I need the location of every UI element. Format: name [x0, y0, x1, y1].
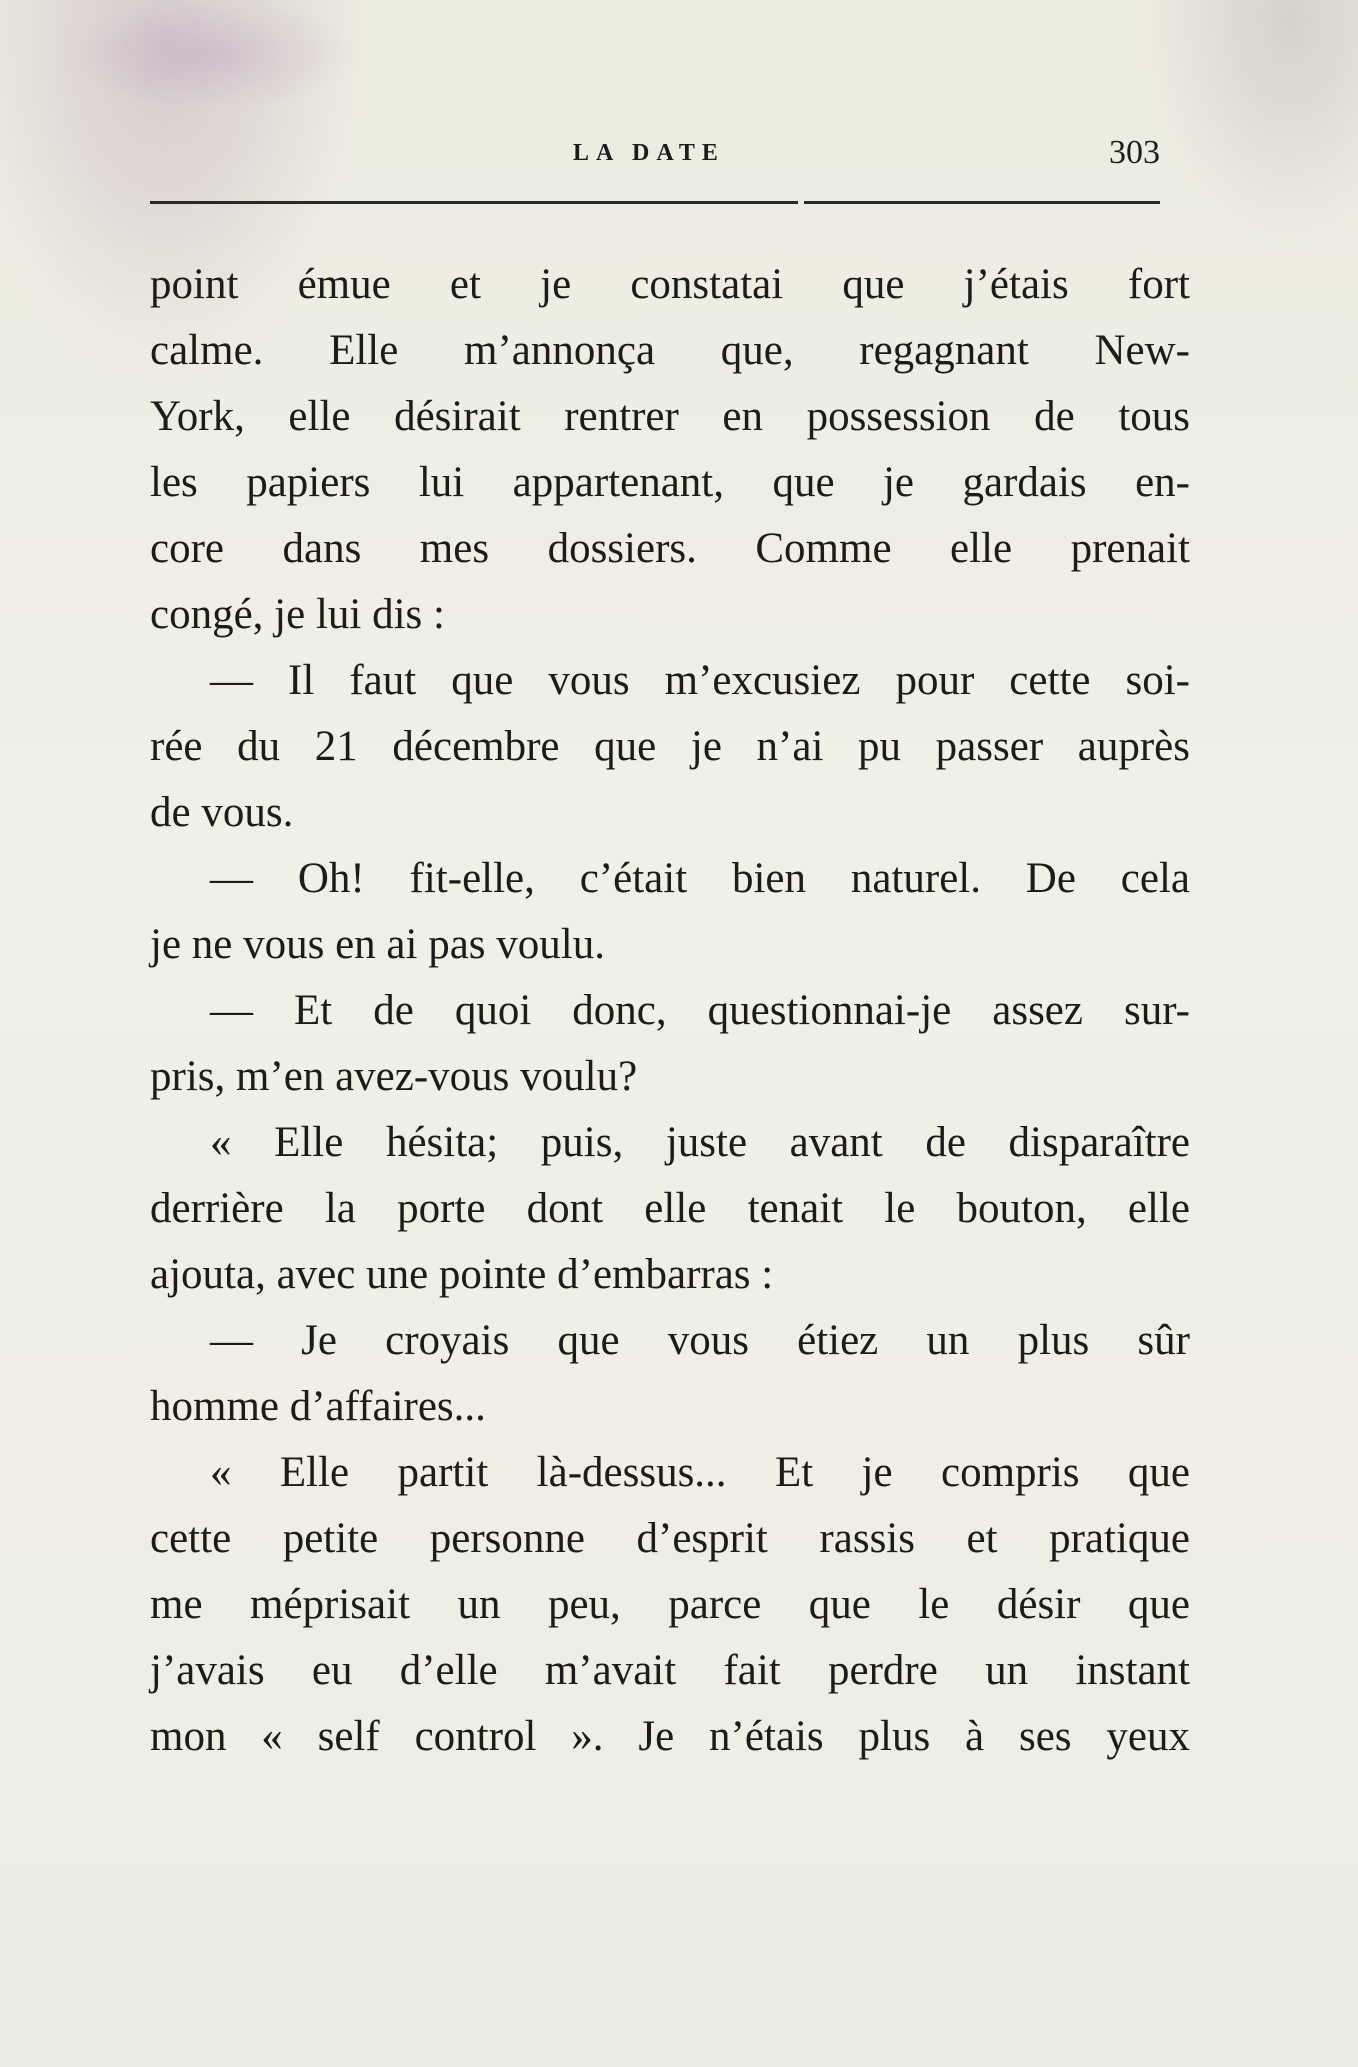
header-rule-left: [150, 201, 798, 204]
text-line: me méprisait un peu, parce que le désir que: [150, 1581, 1190, 1628]
text-line: j’avais eu d’elle m’avait fait perdre un instant: [150, 1647, 1190, 1694]
text-line: — Je croyais que vous étiez un plus sûr: [210, 1317, 1190, 1364]
text-line: point émue et je constatai que j’étais fort: [150, 261, 1190, 308]
text-line: — Il faut que vous m’excusiez pour cette soi-: [210, 657, 1190, 704]
text-line: rée du 21 décembre que je n’ai pu passer auprès: [150, 723, 1190, 770]
text-line: — Et de quoi donc, questionnai-je assez sur-: [210, 987, 1190, 1034]
text-line: core dans mes dossiers. Comme elle prenait: [150, 525, 1190, 572]
text-line: cette petite personne d’esprit rassis et pratique: [150, 1515, 1190, 1562]
text-line: pris, m’en avez-vous voulu?: [150, 1053, 638, 1100]
text-line: mon « self control ». Je n’étais plus à ses yeux: [150, 1713, 1190, 1760]
text-line: homme d’affaires...: [150, 1383, 486, 1430]
text-line: « Elle partit là-dessus... Et je compris que: [210, 1449, 1190, 1496]
body-text: [150, 252, 1190, 1770]
page-header: [150, 136, 1160, 176]
text-line: York, elle désirait rentrer en possession de tous: [150, 393, 1190, 440]
text-line: je ne vous en ai pas voulu.: [150, 921, 605, 968]
text-line: — Oh! fit-elle, c’était bien naturel. De cela: [210, 855, 1190, 902]
page-number: 303: [1109, 134, 1160, 171]
running-title: LA DATE: [573, 140, 725, 166]
ink-stain: [60, 0, 360, 110]
text-line: les papiers lui appartenant, que je gardais en-: [150, 459, 1190, 506]
text-line: de vous.: [150, 789, 294, 836]
text-line: derrière la porte dont elle tenait le bouton, elle: [150, 1185, 1190, 1232]
header-rule-right: [804, 201, 1160, 204]
text-line: congé, je lui dis :: [150, 591, 445, 638]
text-line: calme. Elle m’annonça que, regagnant New-: [150, 327, 1190, 374]
text-line: ajouta, avec une pointe d’embarras :: [150, 1251, 774, 1298]
text-line: « Elle hésita; puis, juste avant de disparaître: [210, 1119, 1190, 1166]
